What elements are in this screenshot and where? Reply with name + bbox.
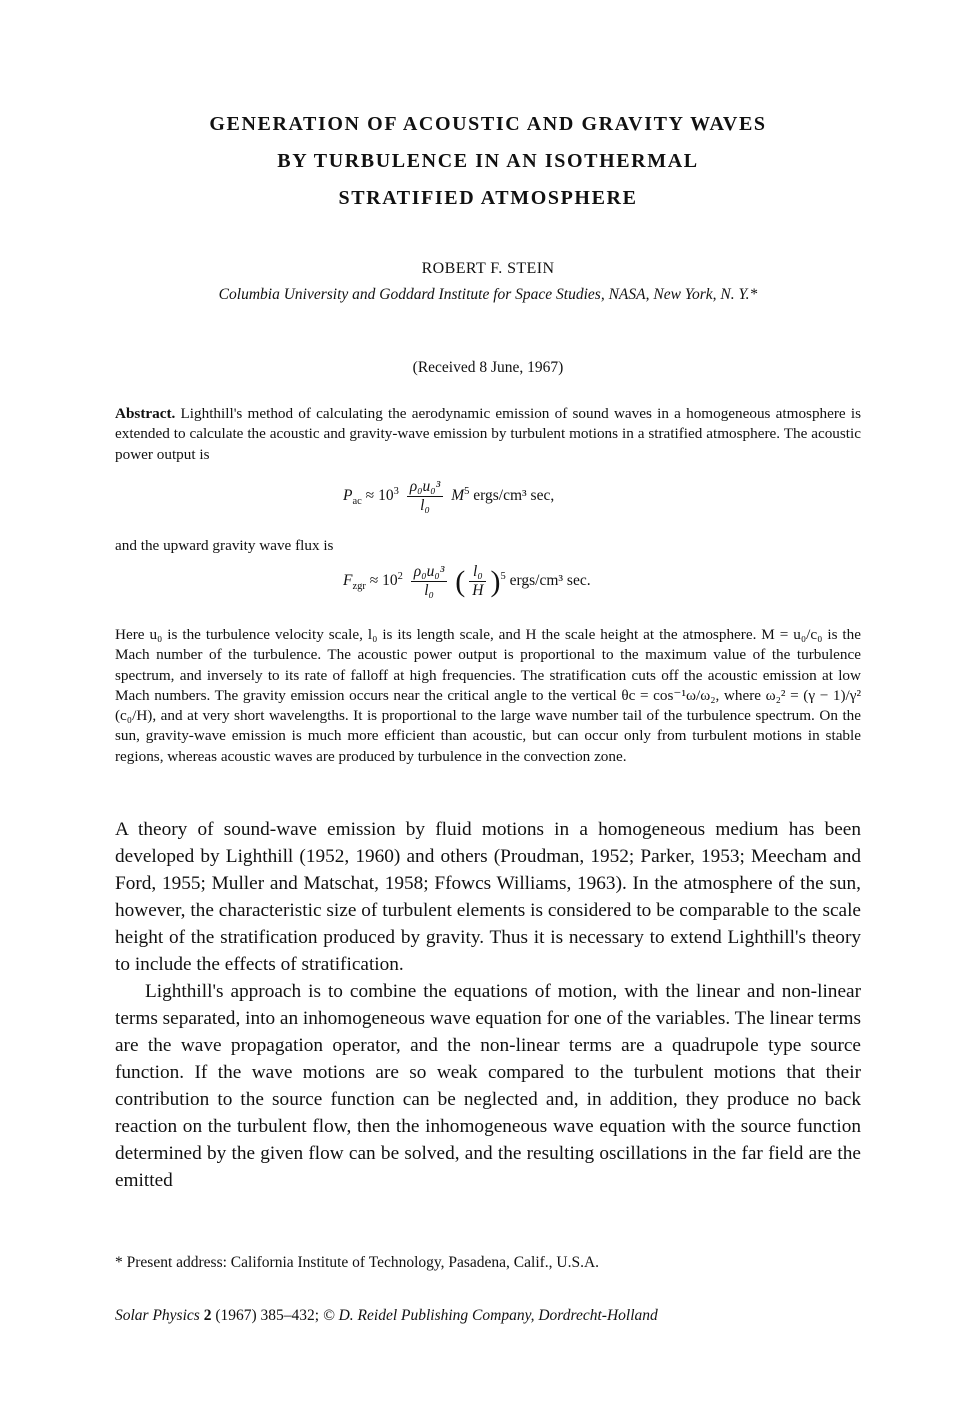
equation-gravity-flux — [343, 563, 591, 600]
eq1-numerator: ρ₀u₀³ — [407, 478, 444, 497]
eq1-lhs: P — [343, 487, 353, 505]
eq1-lhs-sub: ac — [352, 496, 362, 508]
abstract-intro-text: Lighthill's method of calculating the aerodynamic emission of sound waves in a homogeneous atmosphere is extended to calculate the acoustic and gravity-wave emission by turbulent motions in a stratified atmosphere. The acoustic power output is — [115, 405, 862, 463]
eq2-coef-exp: 2 — [397, 570, 403, 582]
footnote: * Present address: California Institute of Technology, Pasadena, Calif., U.S.A. — [115, 1254, 600, 1271]
eq2-left-paren: ( — [455, 564, 466, 598]
abstract-middle-text: and the upward gravity wave flux is — [115, 537, 334, 554]
eq2-lhs-sub: zgr — [352, 581, 366, 593]
abstract-intro — [115, 404, 861, 465]
eq2-lhs: F — [343, 572, 353, 590]
eq2-approx: ≈ — [369, 572, 379, 590]
paper-title — [100, 106, 876, 217]
eq2-units: ergs/cm³ sec. — [509, 572, 591, 590]
journal-pages: (1967) 385–432; — [215, 1307, 320, 1324]
title-line-3: STRATIFIED ATMOSPHERE — [338, 187, 638, 209]
eq1-mach: M — [451, 487, 465, 505]
abstract-tail-text: Here u₀ is the turbulence velocity scale, l₀ is its length scale, and H the scale height at the atmosphere. M = u₀/c₀ is the Mach number of the turbulence. The acoustic power output is proportional to the maximum value of the turbulence spectrum, and inversely to its rate of falloff at high frequencies. The stratification cuts off the acoustic emission at low Mach numbers. The gravity emission occurs near the critical angle to the vertical θc = cos⁻¹ω/ω₂, where ω₂² = (γ − 1)/γ² (c₀/H), and at very short wavelengths. It is proportional to the large wave number tail of the turbulence spectrum. On the sun, gravity-wave emission is much more efficient than acoustic, but can occur only from turbulent motions in stable regions, whereas acoustic waves are produced by turbulence in the convection zone. — [115, 626, 861, 765]
eq2-fraction — [411, 563, 448, 600]
eq1-coef: 10 — [378, 487, 394, 505]
eq2-paren-numerator: l₀ — [469, 563, 486, 582]
eq1-coef-exp: 3 — [393, 485, 399, 497]
received-date: (Received 8 June, 1967) — [412, 359, 564, 376]
title-line-2: BY TURBULENCE IN AN ISOTHERMAL — [277, 150, 699, 172]
body-text — [115, 816, 861, 1194]
eq2-right-paren: ) — [490, 564, 501, 598]
author-affiliation: Columbia University and Goddard Institute for Space Studies, NASA, New York, N. Y.* — [218, 286, 758, 303]
journal-citation — [115, 1307, 875, 1325]
body-paragraph-1: A theory of sound-wave emission by fluid motions in a homogeneous medium has been developed by Lighthill (1952, 1960) and others (Proudman, 1952; Parker, 1953; Meecham and Ford, 1955; Muller and Matschat, 1958; Ffowcs Williams, 1963). In the atmosphere of the sun, however, the characteristic size of turbulent elements is considered to be comparable to the scale height of the stratification produced by gravity. Thus it is necessary to extend Lighthill's theory to include the effects of stratification. — [115, 819, 861, 975]
eq1-mach-exp: 5 — [464, 485, 470, 497]
eq1-approx: ≈ — [365, 487, 375, 505]
eq1-denominator: l₀ — [420, 497, 430, 514]
equation-acoustic-power — [343, 478, 554, 515]
eq2-numerator: ρ₀u₀³ — [411, 563, 448, 582]
journal-publisher: © D. Reidel Publishing Company, Dordrecht-Holland — [322, 1307, 658, 1324]
eq2-denominator: l₀ — [424, 582, 434, 599]
journal-name: Solar Physics — [115, 1307, 200, 1324]
author-name: ROBERT F. STEIN — [421, 260, 555, 277]
eq1-units: ergs/cm³ sec, — [473, 487, 555, 505]
eq2-paren-fraction — [469, 563, 486, 600]
body-paragraph-2: Lighthill's approach is to combine the equations of motion, with the linear and non-linear terms separated, into an inhomogeneous wave equation for one of the variables. The linear terms are the wave propagation operator, and the non-linear terms are a quadrupole type source function. If the wave motions are so weak compared to the turbulent motions that their contribution to the source function can be neglected and, in addition, they produce no back reaction on the turbulent flow, then the inhomogeneous wave equation with the source function determined by the given flow can be solved, and the resulting oscillations in the far field are the emitted — [115, 981, 862, 1191]
title-line-1: GENERATION OF ACOUSTIC AND GRAVITY WAVES — [209, 113, 767, 135]
journal-volume: 2 — [203, 1307, 212, 1324]
eq2-paren-denominator: H — [472, 582, 484, 599]
eq1-fraction — [407, 478, 444, 515]
eq2-coef: 10 — [382, 572, 398, 590]
eq2-paren-exp: 5 — [500, 570, 506, 582]
abstract-label: Abstract. — [115, 405, 176, 422]
